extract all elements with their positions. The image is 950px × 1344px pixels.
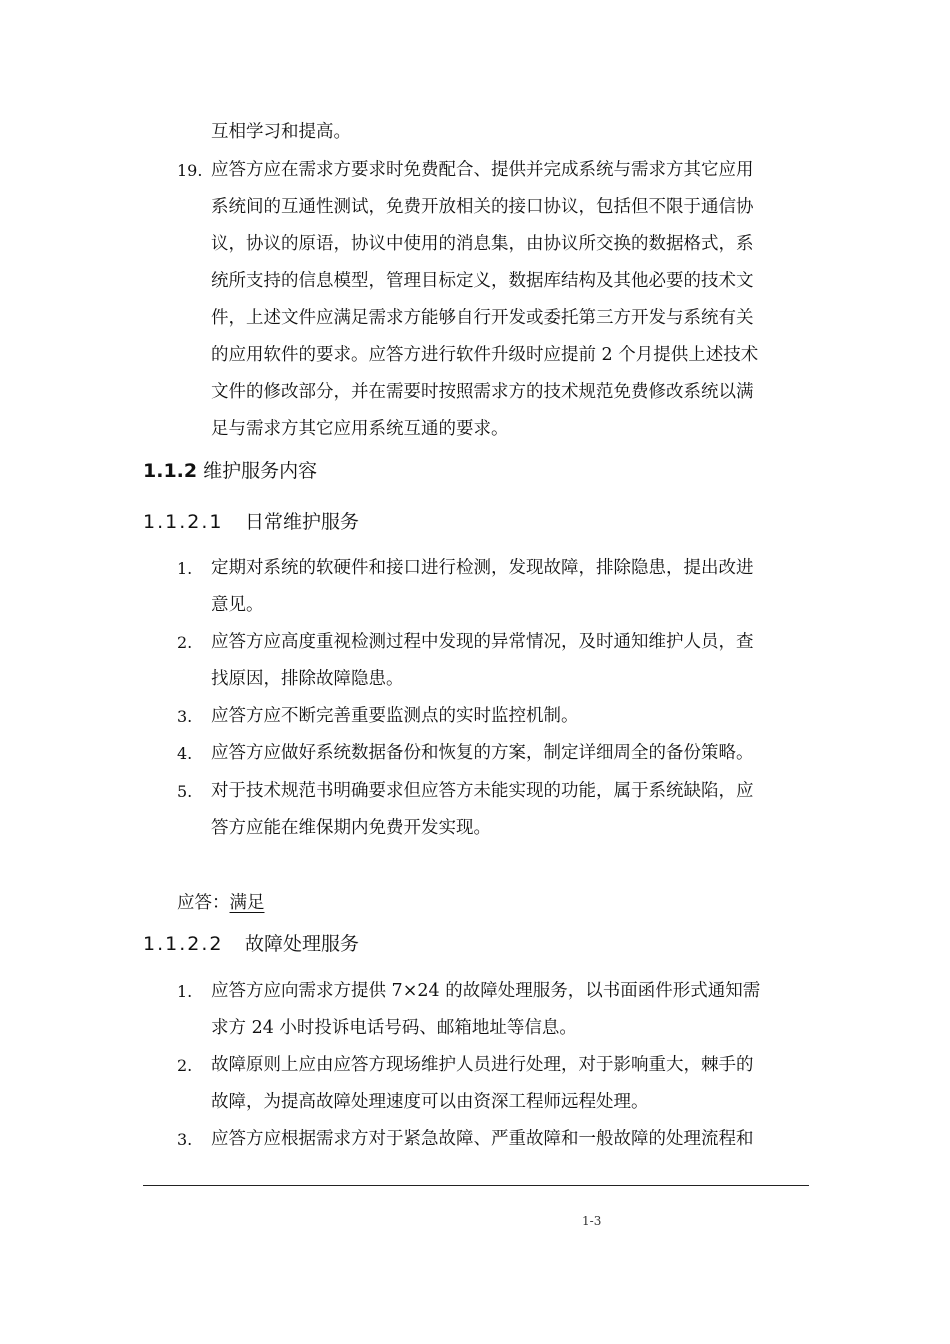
section-number: 1.1.2 [143,460,198,482]
item-19-line: 统所支持的信息模型，管理目标定义，数据库结构及其他必要的技术文 [211,271,754,291]
list-item-line: 故障，为提高故障处理速度可以由资深工程师远程处理。 [211,1092,649,1112]
list-item-line: 应答方应根据需求方对于紧急故障、严重故障和一般故障的处理流程和 [211,1129,754,1149]
list-item-number: 2. [177,633,193,652]
item-19-line: 文件的修改部分，并在需要时按照需求方的技术规范免费修改系统以满 [211,382,754,402]
item-19-line: 议，协议的原语，协议中使用的消息集，由协议所交换的数据格式，系 [211,234,754,254]
list-item-line: 答方应能在维保期内免费开发实现。 [211,818,491,838]
item-19-line: 件，上述文件应满足需求方能够自行开发或委托第三方开发与系统有关 [211,308,754,328]
list-item-line: 应答方应不断完善重要监测点的实时监控机制。 [211,706,579,726]
list-item-line: 意见。 [211,595,264,615]
list-item-line: 应答方应向需求方提供 7×24 的故障处理服务，以书面函件形式通知需 [211,981,761,1001]
section-heading-1-1-2 [143,458,317,484]
list-item-number: 4. [177,744,193,763]
list-item-line: 应答方应高度重视检测过程中发现的异常情况，及时通知维护人员，查 [211,632,754,652]
section-title: 日常维护服务 [245,511,360,533]
item-19-line: 应答方应在需求方要求时免费配合、提供并完成系统与需求方其它应用 [211,160,754,180]
list-item-line: 对于技术规范书明确要求但应答方未能实现的功能，属于系统缺陷，应 [211,781,754,801]
footer-divider [143,1185,809,1186]
list-item-line: 故障原则上应由应答方现场维护人员进行处理，对于影响重大，棘手的 [211,1055,754,1075]
item-19-line: 系统间的互通性测试，免费开放相关的接口协议，包括但不限于通信协 [211,197,754,217]
list-item-line: 定期对系统的软硬件和接口进行检测，发现故障，排除隐患，提出改进 [211,558,754,578]
section-title: 维护服务内容 [203,460,318,482]
item-19-number: 19. [177,161,203,180]
list-item-number: 3. [177,707,193,726]
list-item-number: 5. [177,782,193,801]
list-item-number: 3. [177,1130,193,1149]
list-item-line: 应答方应做好系统数据备份和恢复的方案，制定详细周全的备份策略。 [211,743,754,763]
section-heading-1-1-2-2 [143,931,359,957]
answer-line [177,891,265,915]
answer-value: 满足 [229,893,265,913]
list-item-line: 求方 24 小时投诉电话号码、邮箱地址等信息。 [211,1018,577,1038]
answer-label: 应答： [177,893,230,913]
list-item-number: 1. [177,559,193,578]
section-heading-1-1-2-1 [143,509,359,535]
section-number: 1.1.2.1 [143,511,224,533]
list-item-number: 1. [177,982,193,1001]
item-19-line: 的应用软件的要求。应答方进行软件升级时应提前 2 个月提供上述技术 [211,345,759,365]
section-title: 故障处理服务 [245,933,360,955]
page-number: 1-3 [582,1214,602,1228]
continuation-line: 互相学习和提高。 [211,122,351,142]
list-item-number: 2. [177,1056,193,1075]
section-number: 1.1.2.2 [143,933,224,955]
list-item-line: 找原因，排除故障隐患。 [211,669,404,689]
item-19-line: 足与需求方其它应用系统互通的要求。 [211,419,509,439]
